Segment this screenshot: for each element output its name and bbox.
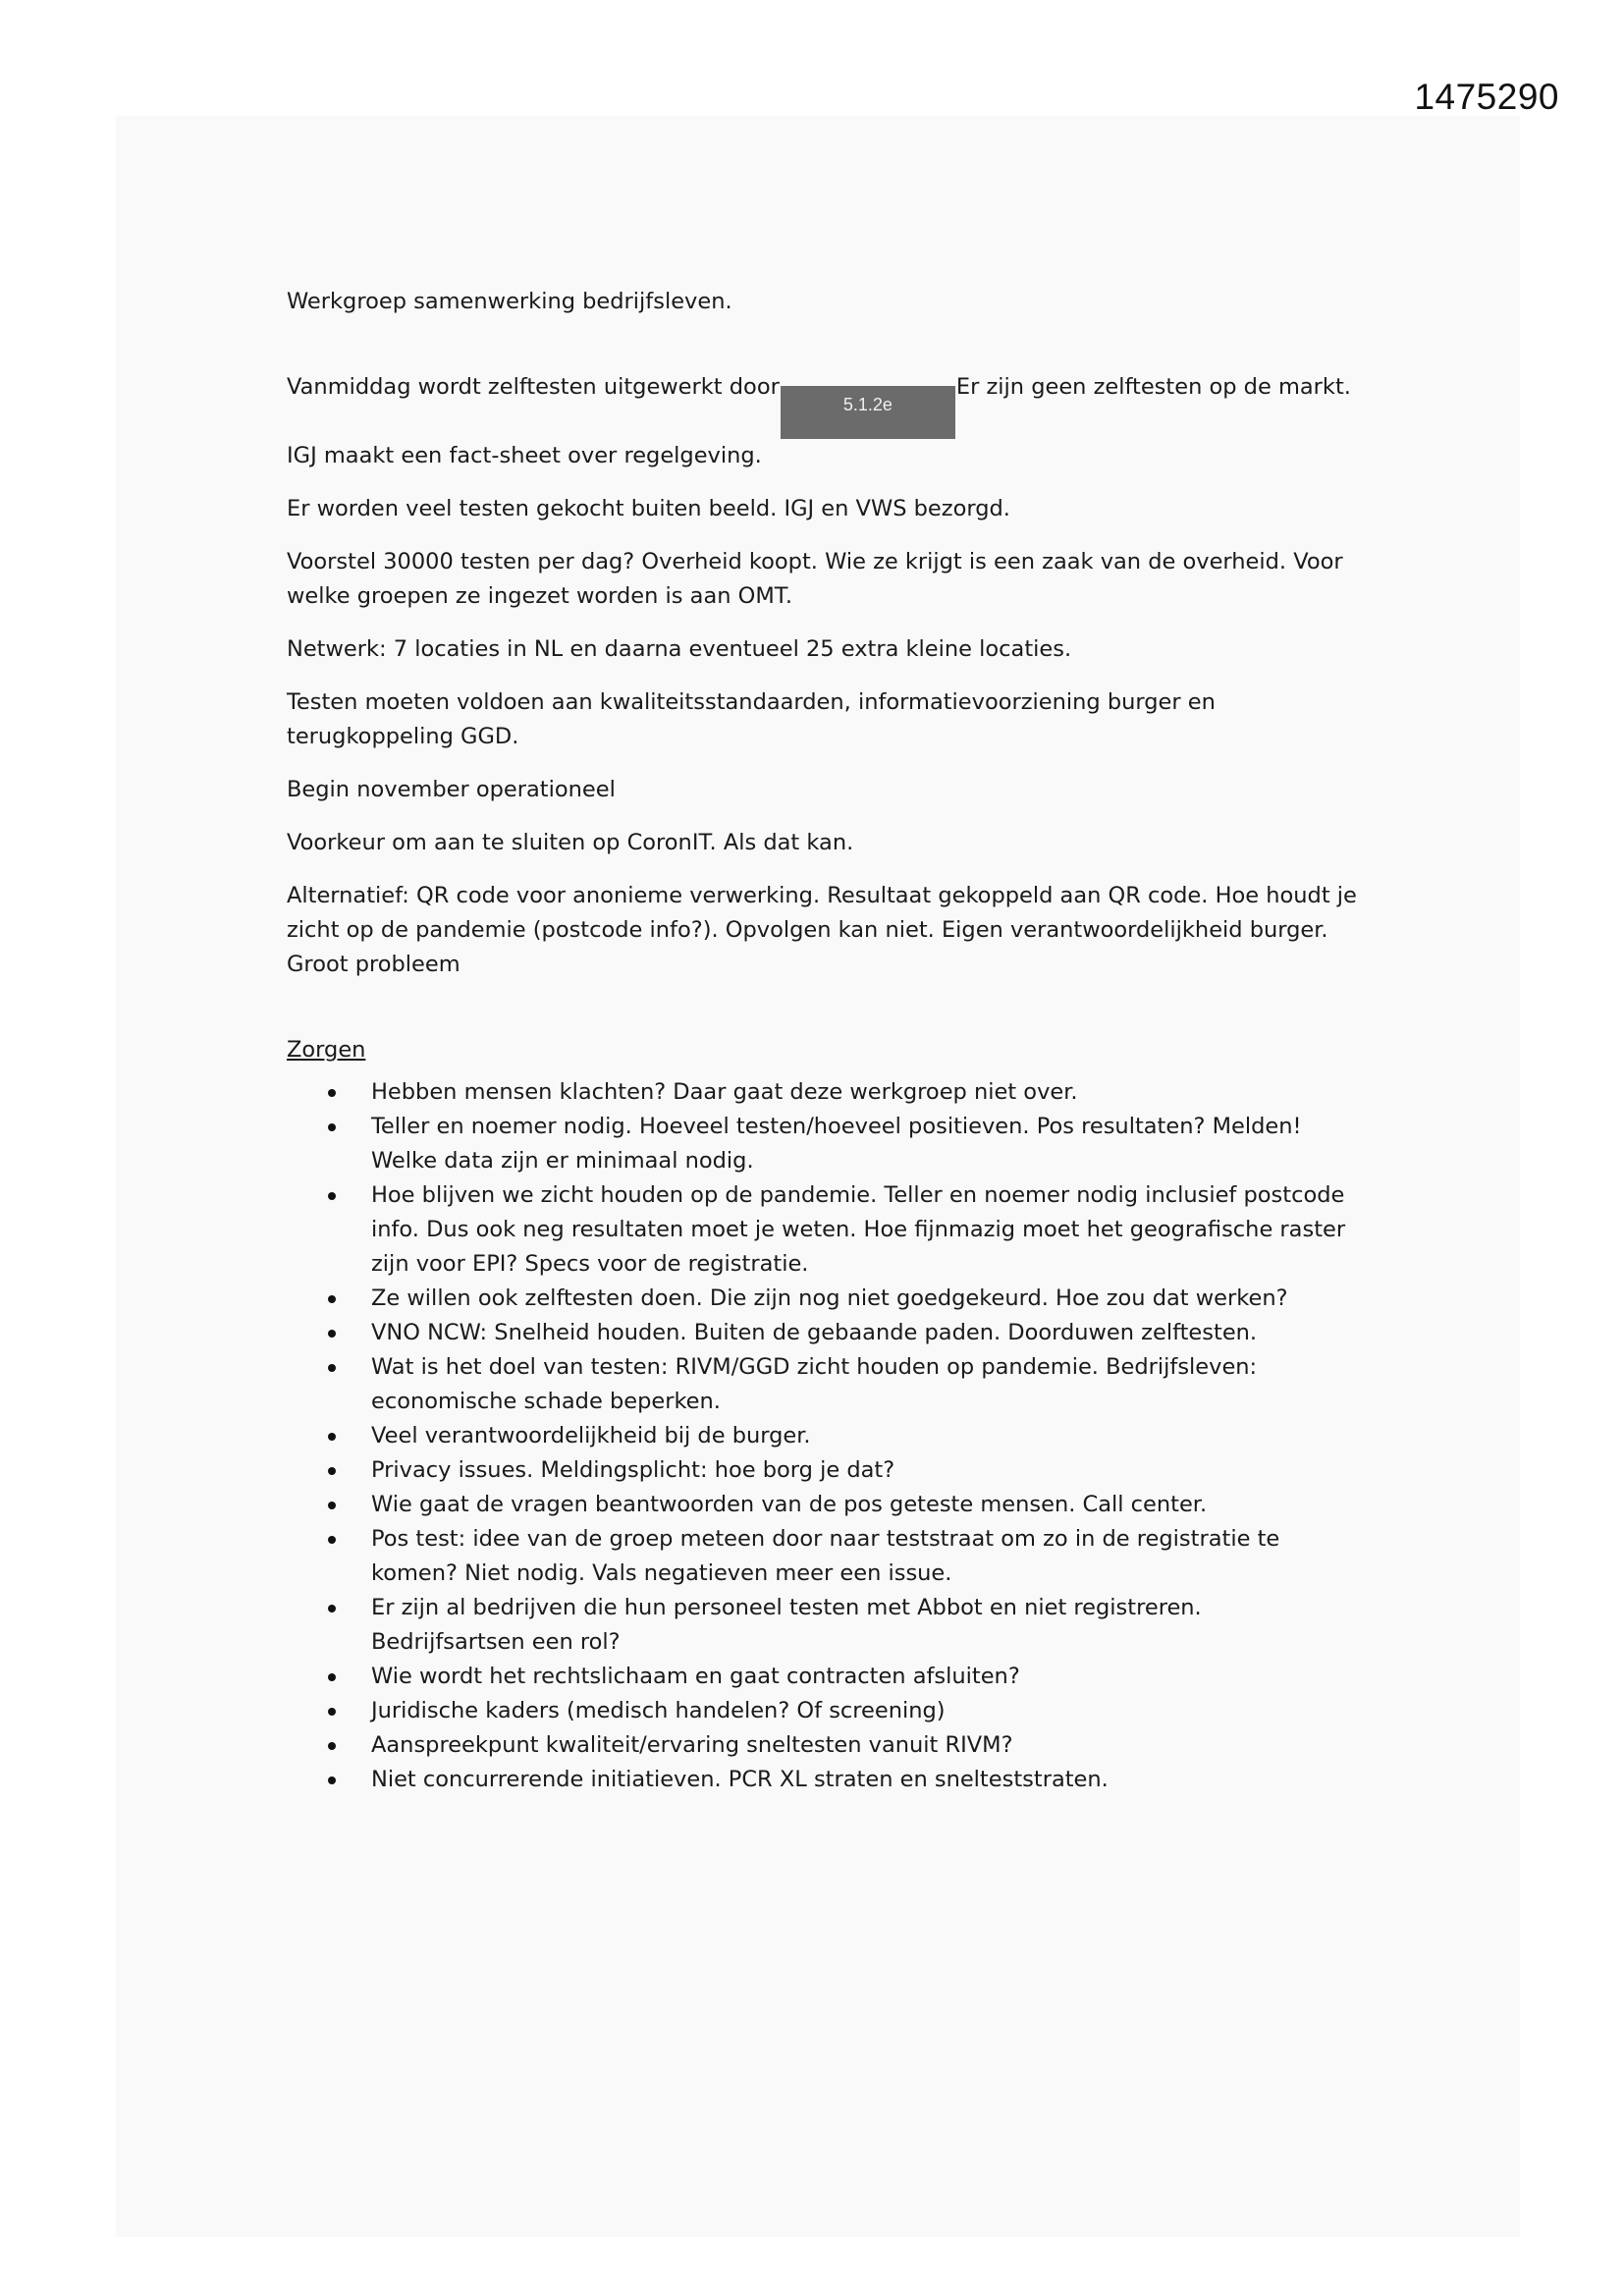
document-number: 1475290	[1414, 77, 1559, 117]
bullet-text: Juridische kaders (medisch handelen? Of screening)	[371, 1698, 946, 1723]
document-heading: Werkgroep samenwerking bedrijfsleven.	[287, 289, 732, 314]
bullet-dot-icon	[328, 1777, 336, 1784]
body-paragraph: Begin november operationeel	[287, 777, 616, 802]
bullet-text: Teller en noemer nodig. Hoeveel testen/hoeveel positieven. Pos resultaten? Melden! Welke data zijn er minimaal nodig.	[371, 1114, 1302, 1174]
bullet-item	[287, 1419, 1357, 1453]
bullet-dot-icon	[328, 1502, 336, 1509]
bullet-item	[287, 1488, 1357, 1522]
bullet-item	[287, 1316, 1357, 1350]
bullet-item	[287, 1522, 1357, 1591]
bullet-item	[287, 1660, 1357, 1694]
body-paragraph: Er worden veel testen gekocht buiten beeld. IGJ en VWS bezorgd.	[287, 496, 1010, 521]
bullet-dot-icon	[328, 1364, 336, 1372]
bullet-item	[287, 1350, 1357, 1419]
bullet-text: Er zijn al bedrijven die hun personeel testen met Abbot en niet registreren. Bedrijfsartsen een rol?	[371, 1595, 1202, 1655]
bullet-text: Wie gaat de vragen beantwoorden van de pos geteste mensen. Call center.	[371, 1492, 1208, 1517]
bullet-dot-icon	[328, 1089, 336, 1097]
bullet-dot-icon	[328, 1123, 336, 1131]
body-paragraph: Alternatief: QR code voor anonieme verwerking. Resultaat gekoppeld aan QR code. Hoe houdt je zicht op de pandemie (postcode info?). Opvolgen kan niet. Eigen verantwoordelijkheid burger. Groot probleem	[287, 883, 1357, 977]
intro-text-after: Er zijn geen zelftesten op de markt. IGJ maakt een fact-sheet over regelgeving.	[287, 374, 1351, 468]
intro-paragraph	[287, 370, 1357, 473]
body-paragraph: Testen moeten voldoen aan kwaliteitsstandaarden, informatievoorziening burger en terugkoppeling GGD.	[287, 689, 1216, 749]
bullet-dot-icon	[328, 1673, 336, 1681]
body-paragraph: Netwerk: 7 locaties in NL en daarna eventueel 25 extra kleine locaties.	[287, 636, 1072, 662]
bullet-item	[287, 1728, 1357, 1763]
bullet-item	[287, 1453, 1357, 1488]
bullet-text: Hebben mensen klachten? Daar gaat deze werkgroep niet over.	[371, 1079, 1078, 1105]
bullet-text: Wie wordt het rechtslichaam en gaat contracten afsluiten?	[371, 1664, 1020, 1689]
bullet-dot-icon	[328, 1433, 336, 1441]
bullet-item	[287, 1694, 1357, 1728]
bullet-dot-icon	[328, 1192, 336, 1200]
bullet-dot-icon	[328, 1330, 336, 1338]
bullet-item	[287, 1591, 1357, 1660]
bullet-text: Pos test: idee van de groep meteen door naar teststraat om zo in de registratie te komen? Niet nodig. Vals negatieven meer een issue.	[371, 1526, 1280, 1586]
bullet-item	[287, 1282, 1357, 1316]
bullet-dot-icon	[328, 1536, 336, 1544]
bullet-text: Hoe blijven we zicht houden op de pandemie. Teller en noemer nodig inclusief postcode info. Dus ook neg resultaten moet je weten. Hoe fijnmazig moet het geografische raster zijn voor EPI? Specs voor de registratie.	[371, 1182, 1346, 1277]
bullet-text: Ze willen ook zelftesten doen. Die zijn nog niet goedgekeurd. Hoe zou dat werken?	[371, 1285, 1288, 1311]
bullet-text: Niet concurrerende initiatieven. PCR XL straten en snelteststraten.	[371, 1767, 1109, 1792]
bullet-item	[287, 1075, 1357, 1110]
bullet-text: VNO NCW: Snelheid houden. Buiten de gebaande paden. Doorduwen zelftesten.	[371, 1320, 1258, 1345]
document-body	[287, 285, 1357, 1797]
bullet-dot-icon	[328, 1742, 336, 1750]
bullet-item	[287, 1763, 1357, 1797]
bullet-item	[287, 1178, 1357, 1282]
bullet-text: Wat is het doel van testen: RIVM/GGD zicht houden op pandemie. Bedrijfsleven: economische schade beperken.	[371, 1354, 1258, 1414]
bullet-item	[287, 1110, 1357, 1178]
bullet-list	[287, 1075, 1357, 1797]
bullet-dot-icon	[328, 1605, 336, 1613]
section-title: Zorgen	[287, 1037, 366, 1063]
redaction-box: 5.1.2e	[781, 386, 955, 439]
bullet-dot-icon	[328, 1708, 336, 1716]
bullet-dot-icon	[328, 1467, 336, 1475]
bullet-dot-icon	[328, 1295, 336, 1303]
paragraph-list	[287, 492, 1357, 982]
bullet-text: Veel verantwoordelijkheid bij de burger.	[371, 1423, 811, 1449]
body-paragraph: Voorstel 30000 testen per dag? Overheid koopt. Wie ze krijgt is een zaak van de overheid. Voor welke groepen ze ingezet worden is aan OMT.	[287, 549, 1343, 609]
bullet-text: Aanspreekpunt kwaliteit/ervaring sneltesten vanuit RIVM?	[371, 1732, 1013, 1758]
bullet-text: Privacy issues. Meldingsplicht: hoe borg je dat?	[371, 1457, 895, 1483]
body-paragraph: Voorkeur om aan te sluiten op CoronIT. Als dat kan.	[287, 830, 854, 855]
intro-text-before: Vanmiddag wordt zelftesten uitgewerkt door	[287, 374, 780, 400]
